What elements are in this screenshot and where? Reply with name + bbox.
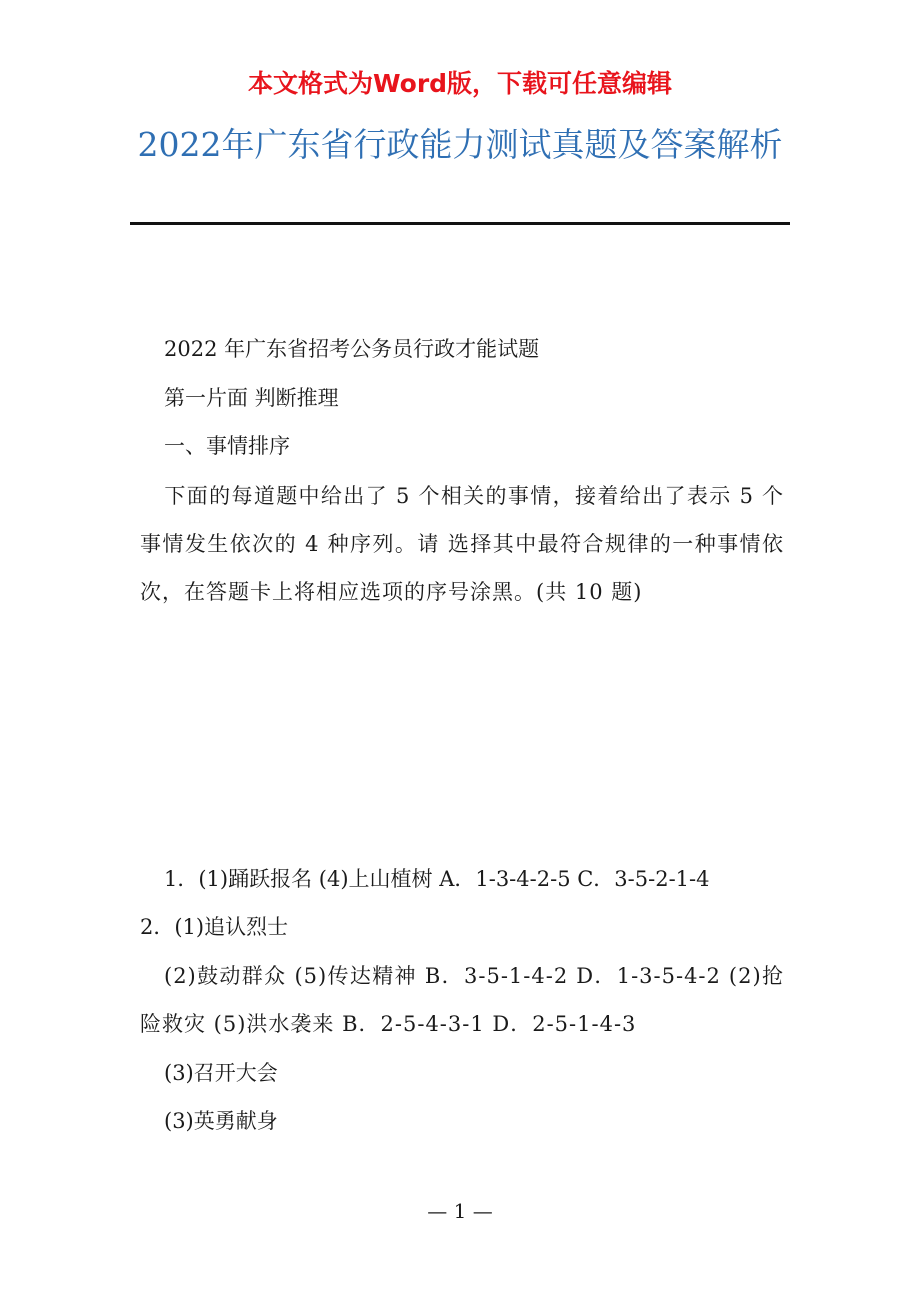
document-title: 2022年广东省行政能力测试真题及答案解析 — [137, 125, 783, 164]
question-2-options — [140, 952, 784, 1048]
event-item-heroic-sacrifice: (3)英勇献身 — [164, 1109, 278, 1133]
event-item-convene-meeting: (3)召开大会 — [164, 1061, 278, 1085]
format-notice: 本文格式为Word版，下载可任意编辑 — [247, 69, 673, 98]
exam-name: 2022 年广东省招考公务员行政才能试题 — [164, 337, 540, 361]
instructions-text: 下面的每道题中给出了 5 个相关的事情，接着给出了表示 5 个事情发生依次的 4 种序列。请 选择其中最符合规律的一种事情依次，在答题卡上将相应选项的序号涂黑。(共 10 题) — [140, 484, 784, 604]
question-2: 2．(1)追认烈士 — [140, 915, 289, 939]
page-number: — 1 — — [427, 1199, 493, 1223]
instructions-paragraph — [140, 472, 784, 616]
question-1: 1．(1)踊跃报名 (4)上山植树 A．1-3-4-2-5 C．3-5-2-1-4 — [164, 867, 710, 891]
section-heading: 一、事情排序 — [164, 434, 290, 458]
part-heading: 第一片面 判断推理 — [164, 386, 339, 410]
question-2-options-text: (2)鼓动群众 (5)传达精神 B．3-5-1-4-2 D．1-3-5-4-2 (2)抢险救灾 (5)洪水袭来 B．2-5-4-3-1 D．2-5-1-4-3 — [140, 964, 784, 1036]
title-divider — [130, 222, 790, 225]
